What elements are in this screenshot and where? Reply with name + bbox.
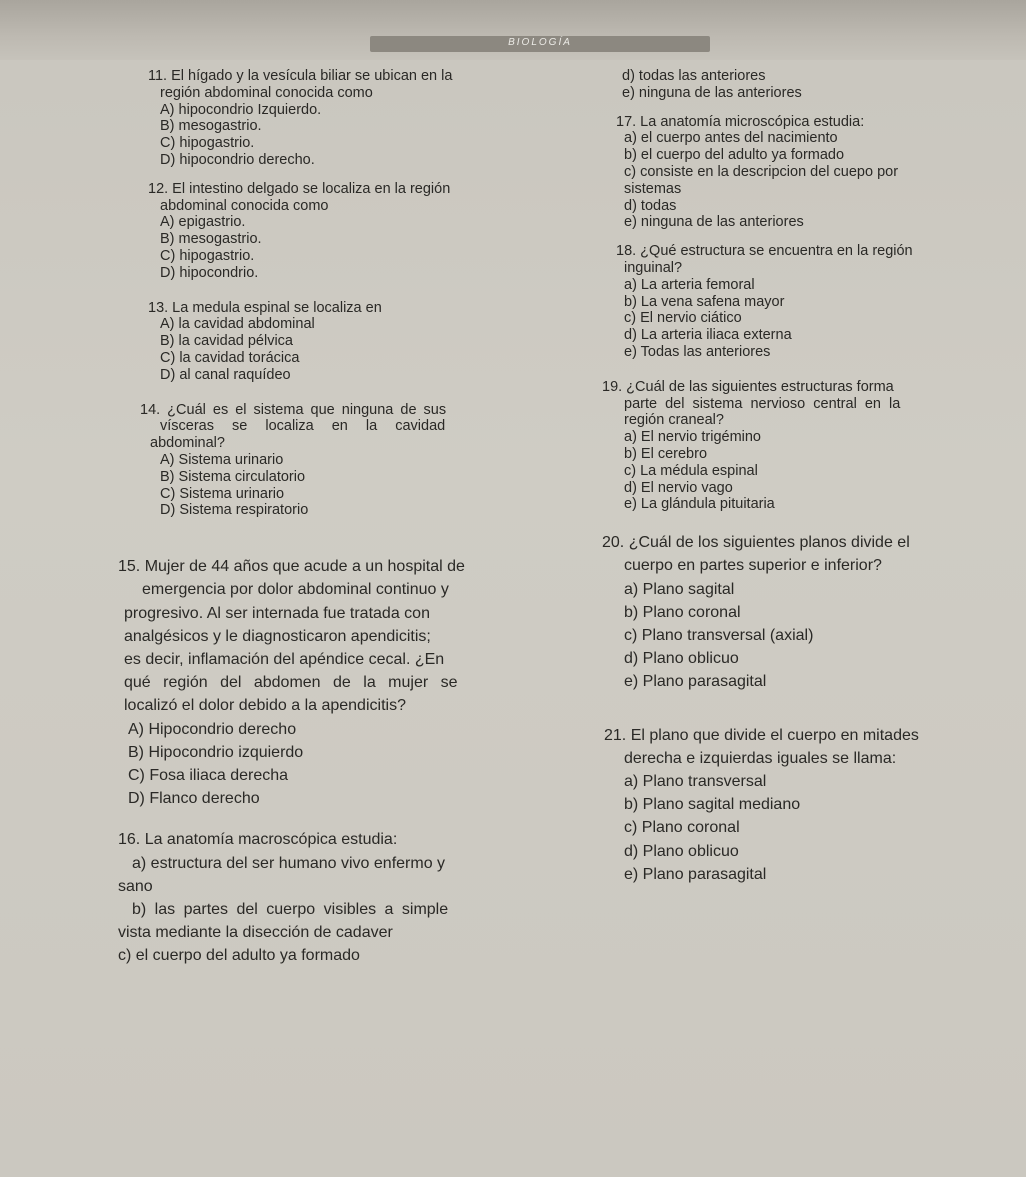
option: b) las partes del cuerpo visibles a simple [132,900,449,918]
question-stem: 14. ¿Cuál es el sistema que ninguna de sus [140,401,447,418]
option: a) Plano transversal [624,772,767,790]
option: b) El cerebro [624,445,708,462]
option: D) al canal raquídeo [160,366,291,383]
question-12 [148,181,528,282]
question-stem: 17. La anatomía microscópica estudia: [616,113,865,130]
option: A) hipocondrio Izquierdo. [160,101,322,118]
option: A) Sistema urinario [160,451,284,468]
question-stem: 19. ¿Cuál de las siguientes estructuras forma [602,378,894,395]
option: d) todas las anteriores [622,68,766,84]
option: e) ninguna de las anteriores [622,84,802,101]
option: b) el cuerpo del adulto ya formado [624,147,845,164]
option: A) Hipocondrio derecho [128,720,297,738]
option: C) Sistema urinario [160,485,285,502]
option: C) hipogastrio. [160,135,255,152]
question-stem: vísceras se localiza en la cavidad [160,418,446,435]
option: C) la cavidad torácica [160,349,300,366]
option: B) mesogastrio. [160,231,262,248]
option: d) Plano oblicuo [624,842,739,860]
question-stem: 15. Mujer de 44 años que acude a un hospital de [118,558,465,576]
option: d) todas [624,197,677,214]
question-stem: 21. El plano que divide el cuerpo en mitades [604,726,919,744]
option: c) Plano coronal [624,819,740,837]
option: e) ninguna de las anteriores [624,214,804,231]
question-21 [604,724,972,886]
question-16 [118,828,528,967]
question-17 [612,114,972,232]
question-19 [602,378,972,513]
question-stem: analgésicos y le diagnosticaron apendicitis; [124,627,431,645]
option: vista mediante la disección de cadaver [118,924,393,942]
question-stem: 20. ¿Cuál de los siguientes planos divide el [602,534,910,552]
option: a) Plano sagital [624,580,735,598]
option: a) estructura del ser humano vivo enfermo y [132,854,446,872]
question-stem: derecha e izquierdas iguales se llama: [624,749,897,767]
left-column [118,68,528,968]
question-stem: localizó el dolor debido a la apendicitis? [124,697,406,715]
option: A) la cavidad abdominal [160,316,315,333]
question-15 [118,555,528,810]
question-14 [140,402,528,520]
option: c) consiste en la descripcion del cuepo por [624,163,899,180]
option: a) el cuerpo antes del nacimiento [624,130,838,147]
option: A) epigastrio. [160,214,246,231]
subject-title: BIOLOGÍA [508,37,572,48]
option: d) El nervio vago [624,479,733,496]
option: b) Plano coronal [624,603,741,621]
option: B) Hipocondrio izquierdo [128,743,304,761]
question-stem: inguinal? [624,259,683,276]
question-stem: 18. ¿Qué estructura se encuentra en la región [616,243,913,260]
question-stem: 11. El hígado y la vesícula biliar se ubican en la [148,68,453,84]
option: e) Plano parasagital [624,865,767,883]
option: c) el cuerpo del adulto ya formado [118,947,360,965]
question-stem: 12. El intestino delgado se localiza en la región [148,180,451,197]
question-11 [148,68,528,169]
question-stem: qué región del abdomen de la mujer se [124,674,458,692]
question-stem: emergencia por dolor abdominal continuo y [142,581,449,599]
option: C) hipogastrio. [160,247,255,264]
option: b) Plano sagital mediano [624,796,801,814]
option: sano [118,877,153,895]
question-20 [602,531,972,693]
question-stem: 13. La medula espinal se localiza en [148,299,382,316]
question-13 [148,300,528,384]
question-16-continued [622,68,972,102]
option: c) El nervio ciático [624,310,742,327]
question-stem: región craneal? [624,412,724,429]
option: e) Plano parasagital [624,673,767,691]
question-18 [612,243,972,361]
question-stem: parte del sistema nervioso central en la [624,395,901,412]
question-stem: progresivo. Al ser internada fue tratada con [124,604,430,622]
option: sistemas [624,180,682,197]
right-column [602,68,972,886]
question-stem: 16. La anatomía macroscópica estudia: [118,831,398,849]
question-stem: cuerpo en partes superior e inferior? [624,557,882,575]
option: d) La arteria iliaca externa [624,327,792,344]
option: B) mesogastrio. [160,118,262,135]
option: D) Flanco derecho [128,790,260,808]
option: c) La médula espinal [624,462,758,479]
option: e) La glándula pituitaria [624,496,775,513]
option: e) Todas las anteriores [624,343,771,360]
option: a) El nervio trigémino [624,429,761,446]
option: D) Sistema respiratorio [160,502,309,519]
option: B) la cavidad pélvica [160,333,293,350]
question-stem: abdominal? [150,435,225,452]
option: b) La vena safena mayor [624,293,785,310]
option: D) hipocondrio derecho. [160,151,315,168]
question-stem: abdominal conocida como [160,197,329,214]
option: c) Plano transversal (axial) [624,626,814,644]
option: B) Sistema circulatorio [160,468,306,485]
option: D) hipocondrio. [160,264,259,281]
option: d) Plano oblicuo [624,650,739,668]
option: C) Fosa iliaca derecha [128,766,289,784]
option: a) La arteria femoral [624,276,755,293]
subject-header [370,36,710,52]
question-stem: región abdominal conocida como [160,84,373,101]
question-stem: es decir, inflamación del apéndice cecal. ¿En [124,650,445,668]
